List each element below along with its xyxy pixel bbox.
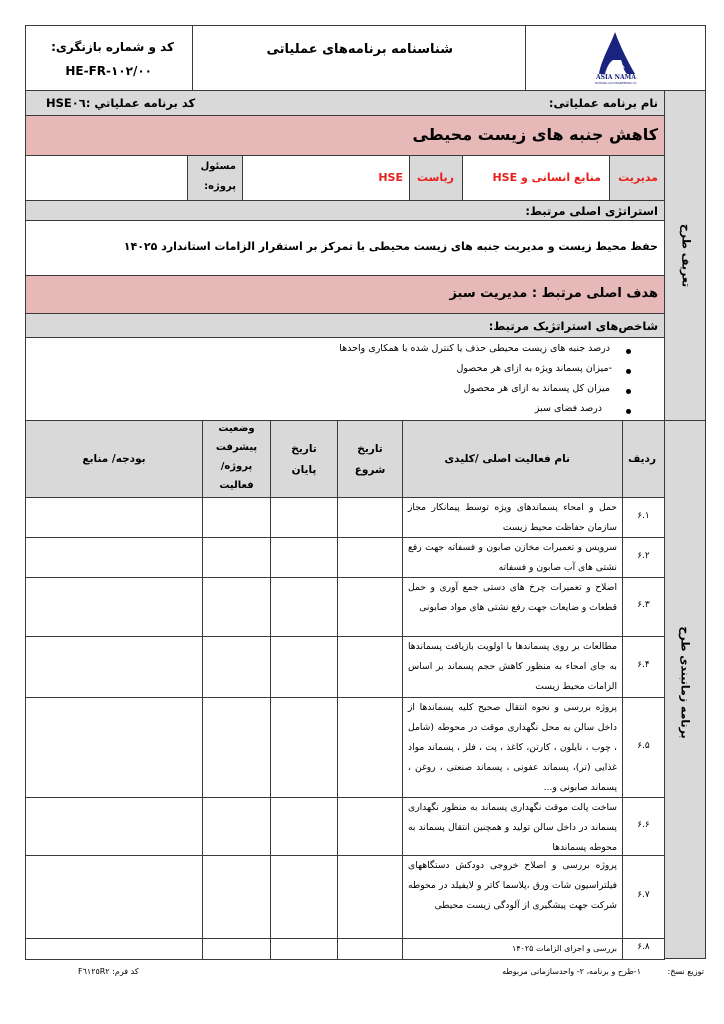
definition-side-column [664, 90, 706, 421]
col-header-activity-label: نام فعالیت اصلی /کلیدی [444, 453, 570, 465]
bullet-icon [626, 389, 631, 394]
activity-cell [402, 577, 623, 637]
program-name-row [25, 90, 665, 116]
project-owner-label-1: مسئول [200, 161, 236, 172]
header-code-cell [25, 25, 193, 91]
presidency-label: ریاست [416, 171, 454, 184]
budget-cell[interactable] [25, 537, 203, 578]
activity-name: اصلاح و تعمیرات چرخ های دستی جمع آوری و حمل قطعات و ضایعات جهت رفع نشتی های مواد صابونی [408, 582, 617, 613]
end-date-cell[interactable] [270, 577, 338, 637]
status-cell[interactable] [202, 938, 271, 960]
indicator-item: -میزان پسماند ویژه به ازای هر محصول [456, 363, 612, 374]
goal-row [25, 275, 665, 314]
strategy-label-row [25, 200, 665, 221]
col-header-status-3: پروژه/ [220, 461, 253, 472]
activity-cell [402, 855, 623, 939]
start-date-cell[interactable] [337, 636, 403, 698]
project-owner-label-cell [187, 155, 243, 201]
budget-cell[interactable] [25, 577, 203, 637]
project-owner-label-2: پروژه: [204, 181, 236, 192]
start-date-cell[interactable] [337, 537, 403, 578]
row-number-cell [622, 537, 665, 578]
indicator-item: میزان کل پسماند به ازای هر محصول [463, 383, 610, 394]
col-header-budget-label: بودجه/ منابع [82, 453, 146, 465]
end-date-cell[interactable] [270, 537, 338, 578]
col-header-start-1: تاریخ [357, 443, 383, 455]
budget-cell[interactable] [25, 697, 203, 798]
distribution-label: توزیع نسخ: [667, 967, 704, 976]
budget-cell[interactable] [25, 797, 203, 856]
strategy-label: استراتژی اصلی مرتبط: [525, 204, 658, 218]
row-number: ۶.۶ [637, 820, 650, 830]
schedule-side-label: برنامه زمانبندی طرح [678, 626, 692, 739]
col-header-status-2: پیشرفت [215, 442, 258, 453]
col-header-end-1: تاریخ [291, 443, 317, 455]
status-cell[interactable] [202, 577, 271, 637]
activity-name: پروژه بررسی و نحوه انتقال صحیح کلیه پسماندها از داخل سالن به محل نگهداری موقت در محوطه (شامل ، چوب ، نایلون ، کارتن، کاغذ ، پت ، فلز ، پسماند مواد غذایی (تر)، پسماند عفونی ، پسماند صنعتی ، روغن ، پسماند صابونی و... [408, 702, 617, 793]
end-date-cell[interactable] [270, 855, 338, 939]
project-owner-value [25, 155, 188, 201]
presidency-label-cell [409, 155, 463, 201]
indicators-label: شاخص‌های استراتژیک مرتبط: [488, 319, 658, 333]
budget-cell[interactable] [25, 855, 203, 939]
revision-code-value: HE-FR-۱۰۲/۰۰ [65, 64, 152, 78]
row-number-cell [622, 938, 665, 960]
indicator-item: درصد فضای سبز [534, 403, 602, 414]
row-number: ۶.۷ [637, 890, 650, 900]
row-number: ۶.۵ [637, 741, 650, 751]
end-date-cell[interactable] [270, 797, 338, 856]
presidency-value: HSE [378, 171, 403, 184]
activity-cell [402, 697, 623, 798]
status-cell[interactable] [202, 636, 271, 698]
start-date-cell[interactable] [337, 697, 403, 798]
activity-name: مطالعات بر روی پسماندها با اولویت بازیافت پسماندها به جای امحاء به منظور کاهش حجم پسماند بر اساس الزامات محیط زیست [408, 641, 617, 692]
col-header-row [622, 420, 665, 498]
header-title-cell [192, 25, 526, 91]
program-code-label: کد برنامه عملیاتي : [85, 96, 196, 110]
program-code-value: HSE۰٦ [46, 96, 86, 110]
revision-code-label: کد و شماره بازنگری: [51, 40, 174, 54]
col-header-row-number: ردیف [628, 453, 656, 465]
row-number-cell [622, 636, 665, 698]
status-cell[interactable] [202, 855, 271, 939]
row-number: ۶.۱ [637, 511, 650, 521]
row-number: ۶.۸ [637, 942, 650, 952]
start-date-cell[interactable] [337, 855, 403, 939]
goal-text: هدف اصلی مرتبط : مدیریت سبز [449, 286, 658, 301]
col-header-end [270, 420, 338, 498]
form-title: شناسنامه برنامه‌های عملیاتی [266, 42, 453, 57]
start-date-cell[interactable] [337, 938, 403, 960]
col-header-status-1: وضعیت [218, 423, 255, 434]
start-date-cell[interactable] [337, 497, 403, 538]
row-number-cell [622, 697, 665, 798]
activity-name: حمل و امحاء پسماندهای ویژه توسط پیمانکار مجاز سازمان حفاظت محیط زیست [408, 502, 617, 533]
bullet-icon [626, 409, 631, 414]
logo-subtext: NATIONAL GAS ENGINEERING CO. [594, 82, 638, 85]
col-header-status [202, 420, 271, 498]
col-header-start-2: شروع [354, 464, 386, 476]
col-header-end-2: پایان [291, 464, 317, 476]
row-number-cell [622, 577, 665, 637]
company-logo [593, 30, 639, 88]
distribution-value: ۱-طرح و برنامه، ۲- واحدسازمانی مربوطه [502, 967, 641, 976]
form-code: کد فرم: F٦١٢٥R٢ [78, 967, 139, 976]
activity-cell [402, 636, 623, 698]
row-number-cell [622, 855, 665, 939]
indicator-item: درصد جنبه های زیست محیطی حذف یا کنترل شده با همکاری واحدها [339, 343, 610, 354]
bullet-icon [626, 369, 631, 374]
strategy-text: حفظ محیط زیست و مدیریت جنبه های زیست محیطی با تمرکز بر استقرار الزامات استاندارد ۱۴۰۲۵ [123, 240, 658, 253]
presidency-value-cell [242, 155, 410, 201]
budget-cell[interactable] [25, 938, 203, 960]
activity-name: سرویس و تعمیرات مخازن صابون و فسفاته جهت رفع نشتی های آب صابون و فسفاته [408, 542, 617, 573]
program-name-row-value [25, 115, 665, 156]
col-header-status-4: فعالیت [219, 480, 254, 491]
row-number: ۶.۴ [637, 660, 650, 670]
header-logo-cell [525, 25, 706, 91]
budget-cell[interactable] [25, 497, 203, 538]
strategy-text-row [25, 220, 665, 276]
col-header-start [337, 420, 403, 498]
logo-text: ASIA NAMA [596, 74, 636, 81]
activity-name: ساخت پالت موقت نگهداری پسماند به منظور نگهداری پسماند در داخل سالن تولید و همچنین انتقال پسماند به محوطه پسماندها [408, 802, 617, 853]
status-cell[interactable] [202, 537, 271, 578]
definition-side-label: تعریف طرح [679, 223, 693, 288]
col-header-budget [25, 420, 203, 498]
row-number: ۶.۲ [637, 551, 650, 561]
status-cell[interactable] [202, 497, 271, 538]
management-label-cell [609, 155, 665, 201]
management-value: منابع انسانی و HSE [492, 171, 601, 184]
activity-name: بررسی و اجرای الزامات ۱۴۰۲۵ [511, 944, 617, 953]
budget-cell[interactable] [25, 636, 203, 698]
end-date-cell[interactable] [270, 938, 338, 960]
indicators-label-row [25, 313, 665, 338]
row-number-cell [622, 797, 665, 856]
end-date-cell[interactable] [270, 697, 338, 798]
bullet-icon [626, 349, 631, 354]
end-date-cell[interactable] [270, 636, 338, 698]
program-name: کاهش جنبه های زیست محیطی [412, 125, 658, 144]
management-value-cell [462, 155, 610, 201]
program-name-label: نام برنامه عملیاتی: [548, 96, 658, 110]
activity-cell [402, 938, 623, 960]
activity-cell [402, 537, 623, 578]
activity-cell [402, 797, 623, 856]
indicators-list [25, 337, 665, 421]
management-label: مدیریت [618, 171, 658, 184]
row-number-cell [622, 497, 665, 538]
start-date-cell[interactable] [337, 577, 403, 637]
col-header-activity [402, 420, 623, 498]
start-date-cell[interactable] [337, 797, 403, 856]
end-date-cell[interactable] [270, 497, 338, 538]
activity-name: پروژه بررسی و اصلاح خروجی دودکش دستگاههای فیلتراسیون شات ورق ،پلاسما کاتر و لایفیلد در محوطه شرکت جهت پیشگیری از آلودگی زیست محیطی [408, 860, 617, 911]
schedule-side-column [664, 420, 706, 959]
status-cell[interactable] [202, 797, 271, 856]
row-number: ۶.۳ [637, 600, 650, 610]
program-code [46, 96, 195, 110]
status-cell[interactable] [202, 697, 271, 798]
activity-cell [402, 497, 623, 538]
